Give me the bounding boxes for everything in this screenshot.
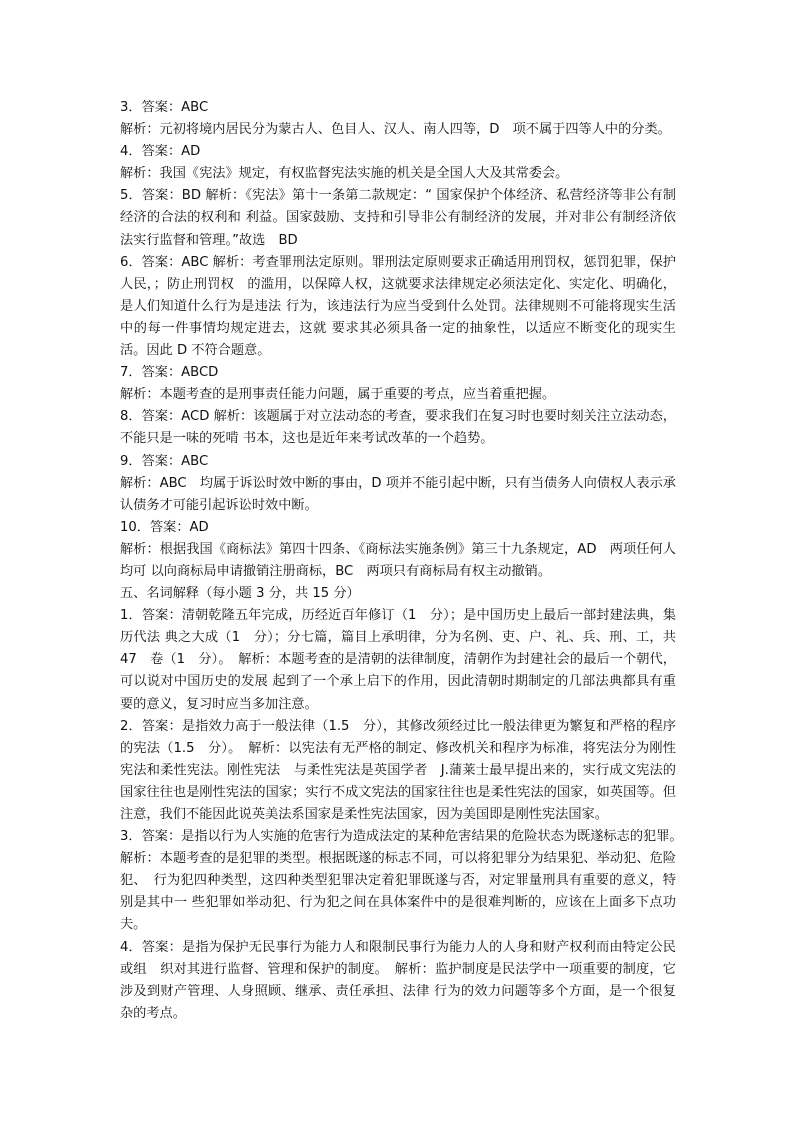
- explanation-q10: 解析：根据我国《商标法》第四十四条、《商标法实施条例》第三十九条规定，AD 两项任何人均可 以向商标局申请撤销注册商标，BC 两项只有商标局有权主动撤销。: [120, 541, 676, 579]
- section-heading: 五、名词解释（每小题 3 分，共 15 分）: [120, 586, 360, 602]
- answer-line-q7: 7．答案：ABCD: [120, 365, 219, 381]
- explanation-q9: 解析：ABC 均属于诉讼时效中断的事由，D 项并不能引起中断，只有当债务人向债权人表示承认债务才可能引起诉讼时效中断。: [120, 475, 676, 513]
- term-answer-1: 1．答案：清朝乾隆五年完成，历经近百年修订（1 分）；是中国历史上最后一部封建法典，集历代法 典之大成（1 分）；分七篇，篇目上承明律，分为名例、吏、户、礼、兵、刑、工，共 47 卷（1 分）。 解析：本题考查的是清朝的法律制度，清朝作为封建社会的最后一个朝代，可以说对中国历史的发展 起到了一个承上启下的作用，因此清朝时期制定的几部法典都具有重要的意义，复习时应当多加注意。: [120, 608, 681, 712]
- answer-line-q4: 4．答案：AD: [120, 144, 201, 160]
- explanation-q4: 解析：我国《宪法》规定，有权监督宪法实施的机关是全国人大及其常委会。: [120, 166, 569, 182]
- answer-explanation-q8: 8．答案：ACD 解析：该题属于对立法动态的考查，要求我们在复习时也要时刻关注立法动态，不能只是一味的死啃 书本，这也是近年来考试改革的一个趋势。: [120, 409, 676, 447]
- answer-line-q9: 9．答案：ABC: [120, 453, 209, 469]
- answer-explanation-q5: 5．答案：BD 解析：《宪法》第十一条第二款规定：“ 国家保护个体经济、私营经济等非公有制经济的合法的权利和 利益。国家鼓励、支持和引导非公有制经济的发展，并对非公有制经济依法实行监督和管理。”故选 BD: [120, 188, 676, 248]
- term-answer-4: 4．答案：是指为保护无民事行为能力人和限制民事行为能力人的人身和财产权利而由特定公民或组 织对其进行监督、管理和保护的制度。 解析：监护制度是民法学中一项重要的制度，它涉及到财产管理、人身照顾、继承、责任承担、法律 行为的效力问题等多个方面，是一个很复杂的考点。: [120, 939, 676, 1021]
- explanation-q7: 解析：本题考查的是刑事责任能力问题，属于重要的考点，应当着重把握。: [120, 387, 556, 403]
- answer-key-content: [120, 97, 690, 1025]
- explanation-q3: 解析：元初将境内居民分为蒙古人、色目人、汉人、南人四等，D 项不属于四等人中的分类。: [120, 122, 671, 138]
- answer-line-q3: 3．答案：ABC: [120, 100, 209, 115]
- answer-explanation-q6: 6．答案：ABC 解析：考查罪刑法定原则。罪刑法定原则要求正确适用刑罚权，惩罚犯罪，保护人民，；防止刑罚权 的滥用，以保障人权，这就要求法律规定必须法定化、实定化、明确化，是人们知道什么行为是违法 行为，该违法行为应当受到什么处罚。法律规则不可能将现实生活中的每一件事情均规定进去，这就 要求其必须具备一定的抽象性，以适应不断变化的现实生活。因此 D 不符合题意。: [120, 254, 676, 359]
- term-answer-2: 2．答案：是指效力高于一般法律（1.5 分），其修改须经过比一般法律更为繁复和严格的程序的宪法（1.5 分）。 解析：以宪法有无严格的制定、修改机关和程序为标准，将宪法分为刚性宪法和柔性宪法。刚性宪法 与柔性宪法是英国学者 J.蒲莱士最早提出来的，实行成文宪法的国家往往也是刚性宪法的国家；实行不成文宪法的国家往往也是柔性宪法的国家，如英国等。但注意，我们不能因此说英美法系国家是柔性宪法国家，因为美国即是刚性宪法国家。: [120, 718, 676, 822]
- term-answer-3: 3．答案：是指以行为人实施的危害行为造成法定的某种危害结果的危险状态为既遂标志的犯罪。 解析：本题考查的是犯罪的类型。根据既遂的标志不同，可以将犯罪分为结果犯、举动犯、危险犯、 行为犯四种类型，这四种类型犯罪决定着犯罪既遂与否，对定罪量刑具有重要的意义，特别是其中一 些犯罪如举动犯、行为犯之间在具体案件中的是很难判断的，应该在上面多下点功夫。: [120, 829, 690, 933]
- answer-line-q10: 10．答案：AD: [120, 519, 209, 535]
